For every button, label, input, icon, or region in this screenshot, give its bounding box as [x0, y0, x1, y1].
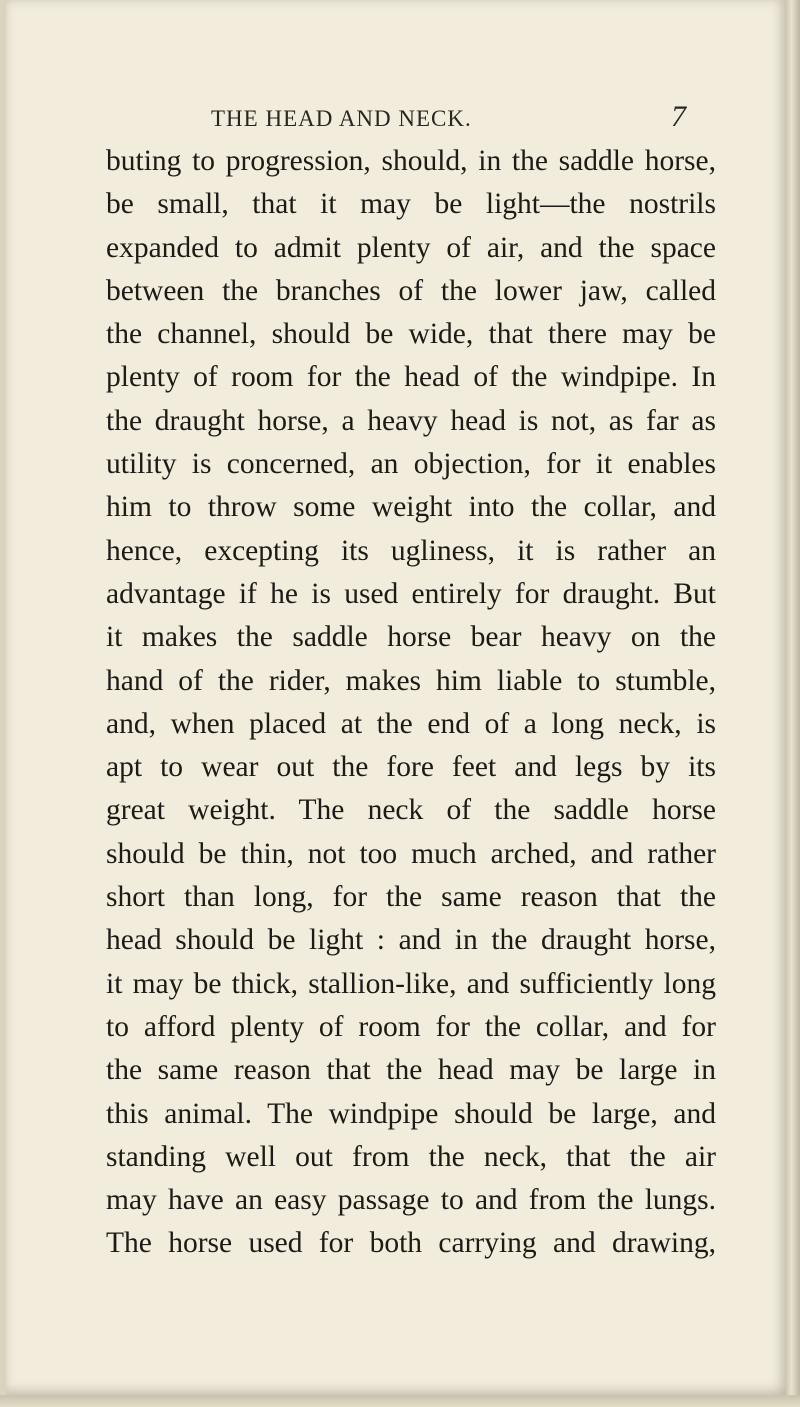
body-text	[106, 140, 716, 1266]
text-line: this animal. The windpipe should be large, and	[106, 1097, 716, 1130]
text-line: it makes the saddle horse bear heavy on the	[106, 621, 716, 654]
text-line: plenty of room for the head of the windpipe. In	[106, 361, 716, 394]
text-line: between the branches of the lower jaw, called	[106, 274, 716, 307]
text-line: be small, that it may be light—the nostrils	[106, 188, 716, 221]
text-line: may have an easy passage to and from the lungs.	[106, 1184, 716, 1217]
text-line: short than long, for the same reason that the	[106, 881, 716, 914]
text-line: him to throw some weight into the collar, and	[106, 491, 716, 524]
running-head: THE HEAD AND NECK.	[211, 106, 472, 131]
text-line: head should be light : and in the draught horse,	[106, 924, 716, 957]
text-line: great weight. The neck of the saddle horse	[106, 794, 716, 827]
text-line: expanded to admit plenty of air, and the space	[106, 231, 716, 264]
text-line: buting to progression, should, in the saddle horse,	[106, 145, 716, 177]
text-line: advantage if he is used entirely for draught. But	[106, 577, 716, 610]
text-line: it may be thick, stallion-like, and sufficiently long	[106, 967, 716, 1000]
book-page	[6, 0, 786, 1395]
text-line: to afford plenty of room for the collar, and for	[106, 1010, 716, 1043]
page-edge-bottom	[0, 1395, 800, 1407]
page-number: 7	[671, 100, 686, 133]
text-line: apt to wear out the fore feet and legs by its	[106, 751, 716, 784]
text-line: should be thin, not too much arched, and rather	[106, 837, 716, 870]
text-line: The horse used for both carrying and drawing,	[106, 1227, 716, 1260]
text-line: the channel, should be wide, that there may be	[106, 318, 716, 351]
text-line: utility is concerned, an objection, for it enables	[106, 448, 716, 481]
text-line: hand of the rider, makes him liable to stumble,	[106, 664, 716, 697]
text-line: the draught horse, a heavy head is not, as far as	[106, 404, 716, 437]
text-line: standing well out from the neck, that the air	[106, 1140, 716, 1173]
page-edge-right	[786, 0, 800, 1407]
text-line: hence, excepting its ugliness, it is rather an	[106, 534, 716, 567]
text-line: the same reason that the head may be large in	[106, 1054, 716, 1087]
text-line: and, when placed at the end of a long neck, is	[106, 707, 716, 740]
